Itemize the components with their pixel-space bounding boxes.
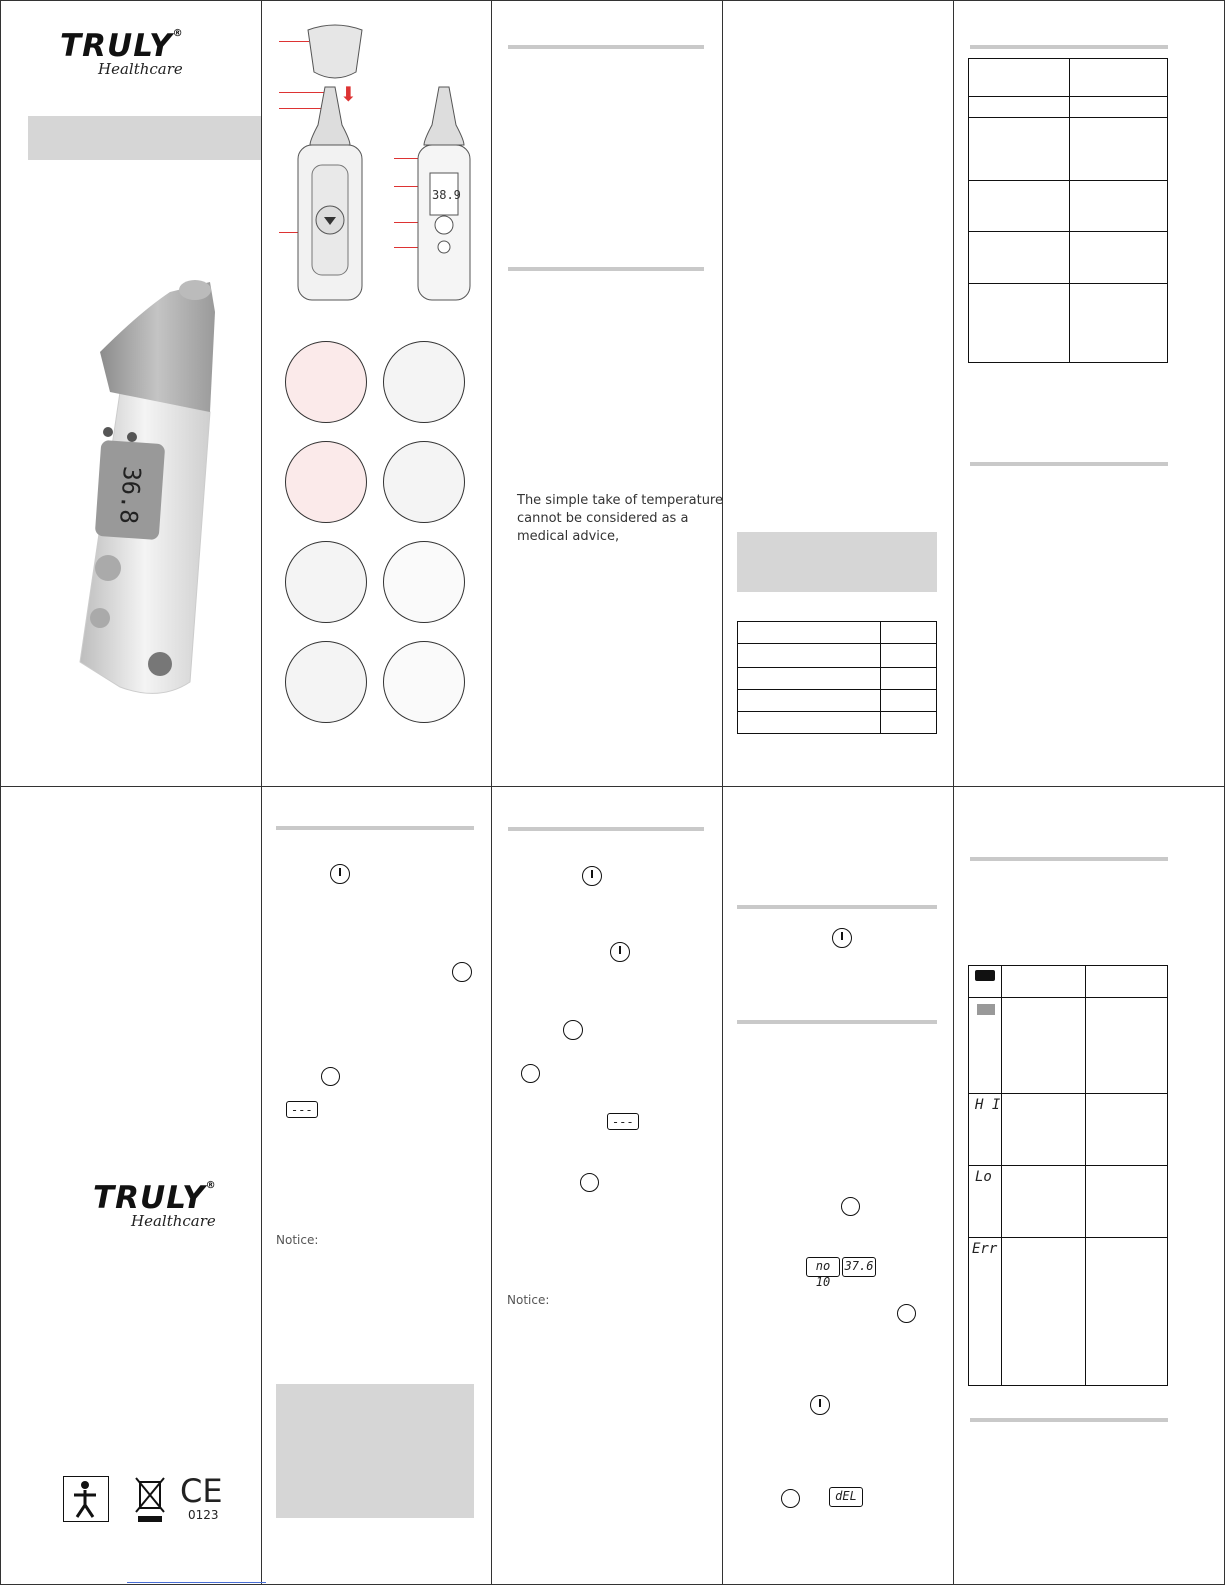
table-row-divider: [738, 689, 936, 690]
measure-button-icon: [897, 1304, 916, 1323]
notified-body-number: 0123: [188, 1508, 219, 1522]
lcd-dashes-display: ---: [286, 1101, 318, 1118]
fold-line: [0, 786, 1225, 787]
brand-tagline: Healthcare: [98, 60, 183, 78]
section-rule: [737, 1020, 937, 1024]
brand-name: TRULY: [60, 28, 173, 64]
section-rule: [970, 857, 1168, 861]
measure-button-icon: [580, 1173, 599, 1192]
step-set-button-image: [383, 441, 465, 523]
spec-table-small: [737, 621, 937, 734]
measure-button-icon: [841, 1197, 860, 1216]
disclaimer-line: The simple take of temperature: [517, 493, 723, 508]
table-col-divider: [880, 622, 881, 733]
lcd-memory-number: no 10: [806, 1257, 840, 1277]
section-rule: [970, 462, 1168, 466]
lcd-dashes-display: ---: [607, 1113, 639, 1130]
blank-display-icon: [977, 1004, 995, 1015]
info-box: [737, 532, 937, 592]
ce-mark-icon: [180, 1474, 223, 1522]
power-icon: [610, 942, 630, 962]
panel-divider-4: [953, 0, 954, 1585]
table-row-divider: [969, 180, 1167, 181]
title-band: [28, 116, 261, 160]
type-bf-icon: [63, 1476, 109, 1522]
section-rule: [970, 45, 1168, 49]
step-battery-image: [383, 341, 465, 423]
table-row-divider: [969, 1165, 1167, 1166]
power-icon: [832, 928, 852, 948]
power-icon: [810, 1395, 830, 1415]
svg-text:38.9: 38.9: [432, 188, 461, 202]
table-row-divider: [738, 667, 936, 668]
error-code-err: Err: [972, 1241, 998, 1257]
down-arrow-icon: ⬇: [340, 82, 357, 106]
thermometer-front-diagram: [414, 85, 474, 309]
brand-name: TRULY: [93, 1180, 206, 1216]
table-row-divider: [738, 711, 936, 712]
disclaimer-line: cannot be considered as a: [517, 511, 689, 526]
panel-border-left: [0, 0, 1, 1585]
section-rule: [737, 905, 937, 909]
measure-button-icon: [781, 1489, 800, 1508]
table-row-divider: [969, 1093, 1167, 1094]
callout-line: [279, 41, 309, 42]
error-code-hi: H I: [975, 1097, 1001, 1113]
spec-table-large: [968, 58, 1168, 363]
probe-cover-diagram: [300, 20, 370, 94]
table-row-divider: [738, 643, 936, 644]
weee-bin-icon: [132, 1474, 168, 1528]
table-row-divider: [969, 231, 1167, 232]
step-ear-measure-image: [383, 541, 465, 623]
panel-divider-2: [491, 0, 492, 1585]
brand-logo-top: [60, 28, 184, 78]
table-col-divider: [1085, 966, 1086, 1385]
ear-icon: [452, 962, 472, 982]
forehead-icon: [563, 1020, 583, 1040]
power-icon: [330, 864, 350, 884]
error-table: [968, 965, 1168, 1386]
section-rule: [276, 826, 474, 830]
device-reading: 36.8: [114, 465, 147, 525]
notice-label: Notice:: [507, 1293, 550, 1307]
table-row-divider: [969, 1237, 1167, 1238]
ce-mark: CE: [180, 1472, 223, 1510]
battery-icon: [975, 970, 995, 981]
lcd-memory-value: 37.6: [842, 1257, 876, 1277]
step-remove-cover-image: [285, 341, 367, 423]
panel-divider-3: [722, 0, 723, 1585]
table-col-divider: [1069, 59, 1070, 362]
note-box: [276, 1384, 474, 1518]
error-code-lo: Lo: [975, 1169, 992, 1185]
table-row-divider: [969, 117, 1167, 118]
step-ear-mode-image: [285, 541, 367, 623]
table-row-divider: [969, 283, 1167, 284]
table-col-divider: [1001, 966, 1002, 1385]
step-forehead-measure-image: [383, 641, 465, 723]
product-photo: [60, 262, 230, 706]
panel-divider-1: [261, 0, 262, 1585]
measure-button-icon: [321, 1067, 340, 1086]
link-underline: [127, 1582, 266, 1583]
table-row-divider: [969, 997, 1167, 998]
brand-tagline: Healthcare: [131, 1212, 216, 1230]
registered-mark: ®: [205, 1180, 217, 1191]
section-rule: [508, 267, 704, 271]
power-icon: [582, 866, 602, 886]
table-row-divider: [969, 96, 1167, 97]
registered-mark: ®: [172, 28, 184, 39]
thermometer-side-diagram: [290, 85, 370, 309]
measure-button-icon: [521, 1064, 540, 1083]
step-forehead-mode-image: [285, 641, 367, 723]
lcd-delete-display: dEL: [829, 1487, 863, 1507]
disclaimer-text: [517, 492, 723, 546]
section-rule: [970, 1418, 1168, 1422]
brand-logo-bottom: [93, 1180, 217, 1230]
disclaimer-line: medical advice,: [517, 529, 620, 544]
section-rule: [508, 45, 704, 49]
step-close-cover-image: [285, 441, 367, 523]
section-rule: [508, 827, 704, 831]
panel-border-top: [0, 0, 1225, 1]
notice-label: Notice:: [276, 1233, 319, 1247]
